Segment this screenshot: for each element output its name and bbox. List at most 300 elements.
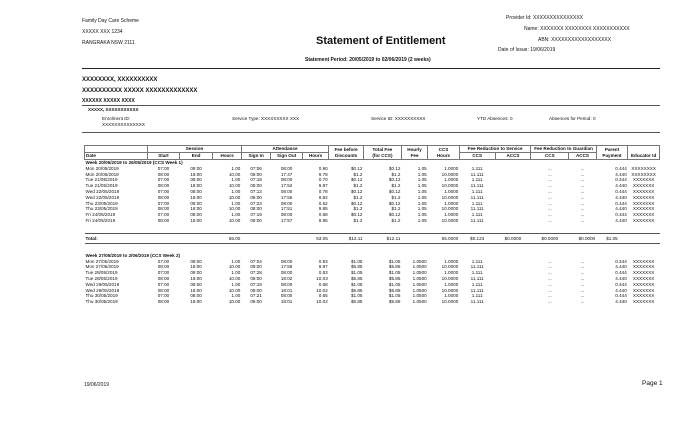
table-cell: 07:00 [157, 188, 170, 194]
table-cell: XXXXXXX [632, 275, 655, 281]
table-cell: 1.0000 [444, 188, 459, 194]
table-cell: 1.0500 [412, 270, 427, 276]
table-cell: 07:23 [250, 200, 262, 206]
footer-date: 19/06/2019 [84, 382, 110, 388]
table-cell: $0.12 [350, 188, 363, 194]
header-attendance: Attendance [241, 146, 328, 153]
table-cell: 18:00 [190, 287, 202, 293]
table-cell: 08:00 [157, 171, 170, 177]
table-cell: ... [547, 275, 552, 281]
table-cell: 17:58 [280, 264, 293, 270]
table-cell: 08:00 [280, 258, 293, 264]
total-cell: 55.0000 [428, 233, 460, 243]
table-cell: XXXXXXX [632, 293, 655, 299]
table-cell: 18:00 [190, 264, 202, 270]
table-cell: 1.0000 [444, 177, 459, 183]
table-cell: ... [580, 200, 585, 206]
table-cell: 08:00 [190, 188, 202, 194]
table-cell: $0.12 [388, 188, 401, 194]
spacer-row [85, 243, 660, 253]
table-cell: 0.444 [615, 212, 627, 218]
total-cell: $0.0000 [495, 233, 531, 243]
header-ccs-hours [428, 146, 460, 160]
table-cell: Wed 22/05/2019 [85, 188, 120, 194]
table-cell: 1.05 [417, 165, 427, 171]
total-empty-cell [241, 233, 270, 243]
table-cell: 18:01 [280, 299, 293, 305]
table-cell: 4.440 [615, 217, 627, 223]
table-cell: $5.85 [350, 287, 363, 293]
table-cell: 0.78 [318, 188, 328, 194]
table-cell: ... [580, 183, 585, 189]
table-cell: 1.00 [231, 212, 241, 218]
table-cell: 1.00 [231, 200, 241, 206]
header-total-fee-l1: Total Fee [372, 146, 393, 152]
table-cell: 08:00 [190, 212, 202, 218]
header-guardian-ccs: CCS [531, 153, 569, 160]
table-cell: 08:00 [190, 177, 202, 183]
table-cell: $0.12 [388, 200, 401, 206]
header-fee-before-l1: Fee before [334, 146, 358, 152]
table-cell: 07:13 [250, 188, 262, 194]
provider-name-label: Name: [524, 26, 539, 32]
table-cell: $5.85 [388, 287, 401, 293]
spacer-cell [85, 243, 660, 253]
table-cell: 4.440 [615, 183, 627, 189]
table-cell: Thu 30/05/2019 [85, 293, 118, 299]
table-cell: ... [547, 270, 552, 276]
table-cell: XXXXXXX [632, 270, 655, 276]
table-cell: 9.87 [318, 183, 328, 189]
table-cell: 07:06 [250, 165, 262, 171]
table-cell: 17:51 [280, 206, 293, 212]
table-cell: 07:28 [250, 270, 262, 276]
table-cell: 08:00 [250, 275, 262, 281]
table-cell: 1.0000 [444, 293, 459, 299]
table-cell: 08:00 [250, 299, 262, 305]
table-cell: 08:00 [190, 281, 202, 287]
table-cell: 08:00 [250, 171, 262, 177]
table-cell: 1.0500 [412, 264, 427, 270]
table-cell: $5.85 [350, 299, 363, 305]
table-cell: 1.05 [417, 171, 427, 177]
table-cell: 0.444 [615, 258, 627, 264]
header-end: End [179, 153, 213, 160]
table-cell: Wed 22/05/2019 [85, 194, 120, 200]
header-parent-l1: Parent [604, 146, 620, 152]
table-cell: 4.440 [615, 171, 627, 177]
table-cell: $1.2 [353, 183, 363, 189]
table-cell: 1.0000 [444, 270, 459, 276]
table-cell: 08:00 [157, 287, 170, 293]
table-cell: ... [547, 217, 552, 223]
table-cell: 10.00 [228, 171, 241, 177]
ytd-absences-label: YTD Absences: [477, 116, 509, 121]
table-cell: 1.111 [471, 270, 483, 276]
table-cell: 07:18 [250, 177, 262, 183]
table-cell: Thu 30/05/2019 [85, 299, 118, 305]
statement-period-to: 02/06/2019 [381, 57, 407, 63]
table-cell: ... [580, 177, 585, 183]
table-cell: 17:57 [280, 217, 293, 223]
table-cell: ... [547, 287, 552, 293]
entitlement-table-body [85, 160, 660, 305]
header-ccs-hours-l1: CCS [438, 146, 449, 152]
table-cell: ... [580, 264, 585, 270]
statement-title: Statement of Entitlement [316, 35, 446, 47]
table-cell: 1.05 [417, 183, 427, 189]
table-cell: 1.111 [471, 293, 483, 299]
table-cell: 1.0000 [444, 212, 459, 218]
table-cell: 07:21 [250, 293, 262, 299]
table-cell: ... [547, 293, 552, 299]
table-cell: ... [580, 299, 585, 305]
table-cell: 0.444 [615, 281, 627, 287]
table-cell: ... [580, 217, 585, 223]
entitlement-table [84, 145, 660, 305]
table-cell: 1.0500 [412, 299, 427, 305]
table-cell: Tue 21/05/2019 [85, 183, 118, 189]
table-cell: 0.444 [615, 270, 627, 276]
table-cell: 1.0500 [412, 281, 427, 287]
table-cell: 08:00 [280, 177, 293, 183]
table-cell: 10.02 [316, 287, 328, 293]
table-cell: 1.111 [471, 258, 483, 264]
table-cell: 07:00 [157, 270, 170, 276]
table-cell: 1.0000 [444, 258, 459, 264]
table-cell: 17:52 [280, 183, 293, 189]
table-cell: 08:00 [280, 270, 293, 276]
table-cell: 1.00 [231, 293, 241, 299]
table-cell: XXXXXXX [632, 194, 655, 200]
table-cell: ... [547, 194, 552, 200]
table-cell: ... [580, 270, 585, 276]
header-parent-payment [596, 146, 628, 160]
table-cell: 1.05 [417, 212, 427, 218]
table-cell: 0.68 [318, 281, 328, 287]
table-cell: ... [580, 258, 585, 264]
table-cell: 08:00 [250, 287, 262, 293]
provider-name-value: XXXXXXX XXXXXXXX XXXXXXXXXXX [540, 26, 630, 32]
table-cell: $0.12 [350, 212, 363, 218]
table-cell: 08:00 [280, 212, 293, 218]
table-cell: ... [547, 200, 552, 206]
table-cell: ... [547, 206, 552, 212]
table-cell: 0.65 [318, 293, 328, 299]
table-cell: $1.2 [353, 206, 363, 212]
table-cell: 10.00 [228, 206, 241, 212]
table-cell: 1.0000 [444, 281, 459, 287]
table-cell: ... [547, 165, 552, 171]
table-cell: 1.05 [417, 200, 427, 206]
total-cell: $12.11 [329, 233, 364, 243]
total-empty-cell [148, 233, 180, 243]
service-type-label: Service Type: [232, 116, 260, 121]
table-cell: 08:00 [157, 183, 170, 189]
table-cell: 08:00 [250, 264, 262, 270]
table-cell: $5.85 [350, 275, 363, 281]
table-cell: 18:00 [190, 194, 202, 200]
table-cell: 10.03 [316, 275, 328, 281]
table-cell: ... [580, 281, 585, 287]
table-cell: ... [580, 194, 585, 200]
provider-id [506, 15, 583, 21]
table-cell: 0.62 [318, 200, 328, 206]
table-cell: 0.90 [318, 165, 328, 171]
provider-address-line2: RANGRAKA NSW 2111 [82, 40, 135, 46]
total-cell: $12.11 [363, 233, 401, 243]
table-cell: $1.2 [391, 206, 401, 212]
table-cell: 11.111 [470, 183, 484, 189]
table-cell: 10.00 [228, 275, 241, 281]
table-cell: $5.85 [388, 299, 401, 305]
table-cell: 1.00 [231, 270, 241, 276]
table-cell: 0.68 [318, 212, 328, 218]
table-cell: 17:47 [280, 171, 293, 177]
table-cell: 1.05 [417, 194, 427, 200]
table-cell: ... [547, 281, 552, 287]
table-cell: ... [580, 212, 585, 218]
table-cell: $1.2 [353, 194, 363, 200]
table-cell: 07:19 [250, 212, 262, 218]
total-cell: $1.05 [596, 233, 628, 243]
recipient-line1: XXXXXXXX, XXXXXXXXXX [82, 77, 158, 83]
table-cell: 08:00 [190, 258, 202, 264]
table-cell: 1.00 [231, 165, 241, 171]
table-cell: 0.444 [615, 177, 627, 183]
table-cell: 10.00 [228, 217, 241, 223]
provider-name: Family Day Care Scheme [82, 18, 139, 24]
table-cell: Wed 29/05/2019 [85, 287, 120, 293]
total-empty-cell [179, 233, 213, 243]
table-cell: 10.0000 [441, 194, 459, 200]
table-cell: 08:00 [250, 183, 262, 189]
table-cell: 10.00 [228, 183, 241, 189]
statement-period [305, 57, 431, 63]
header-att-hours: Hours [302, 153, 328, 160]
week-label: Week 27/05/2019 to 2/06/2019 (CCS Week 2) [85, 252, 181, 258]
table-cell: ... [547, 188, 552, 194]
table-cell: ... [547, 171, 552, 177]
table-cell: XXXXXXX [632, 188, 655, 194]
table-cell: 10.00 [228, 287, 241, 293]
table-cell: 10.0000 [441, 217, 459, 223]
table-cell: 08:00 [157, 264, 170, 270]
table-cell: 07:19 [250, 281, 262, 287]
table-cell: $1.05 [350, 258, 363, 264]
table-cell: 11.111 [470, 275, 484, 281]
table-cell: $0.12 [388, 165, 401, 171]
table-cell: 0.70 [318, 177, 328, 183]
table-cell: 0.93 [318, 258, 328, 264]
header-hourly-l2: Fee [410, 152, 419, 158]
table-cell: Tue 28/05/2019 [85, 275, 118, 281]
table-cell: 07:00 [157, 200, 170, 206]
table-cell: 1.00 [231, 258, 241, 264]
header-educator-id: Educator Id [628, 146, 660, 160]
table-cell: 08:00 [250, 206, 262, 212]
table-cell: 1.0500 [412, 287, 427, 293]
service-id [371, 116, 425, 122]
provider-address-line1: XXXXX XXX 1234 [82, 29, 123, 35]
table-cell: 9.95 [318, 217, 328, 223]
table-cell: $1.05 [350, 293, 363, 299]
header-date: Date [85, 153, 148, 160]
table-cell: XXXXXXX [632, 217, 655, 223]
spacer-row [85, 224, 660, 234]
header-fee-before-l2: Discounts [335, 152, 358, 158]
table-cell: $1.05 [350, 281, 363, 287]
table-cell: 10.0000 [441, 206, 459, 212]
provider-abn [538, 37, 611, 43]
table-cell: 10.0000 [441, 183, 459, 189]
table-cell: 18:00 [190, 206, 202, 212]
table-cell: 08:00 [280, 281, 293, 287]
table-cell: $1.05 [388, 270, 401, 276]
table-cell: $1.2 [391, 217, 401, 223]
table-cell: ... [580, 188, 585, 194]
table-cell: XXXXXXX [632, 299, 655, 305]
table-cell: 18:00 [190, 299, 202, 305]
table-cell: 18:01 [280, 287, 293, 293]
table-cell [495, 299, 531, 305]
table-cell: 18:02 [280, 275, 293, 281]
date-of-issue-value: 19/06/2019 [530, 47, 556, 53]
total-row [85, 233, 660, 243]
table-cell: 08:00 [190, 270, 202, 276]
table-group-header-row [85, 146, 660, 153]
table-cell: 1.00 [231, 188, 241, 194]
table-cell: $1.2 [391, 183, 401, 189]
header-total-fee [363, 146, 401, 160]
statement-period-to-word: to [375, 57, 381, 63]
table-cell: 10.00 [228, 264, 241, 270]
table-cell: 1.05 [417, 177, 427, 183]
total-cell: Total: [85, 233, 148, 243]
table-cell: 10.0000 [441, 299, 459, 305]
table-cell: 18:00 [190, 275, 202, 281]
table-cell: ... [547, 299, 552, 305]
table-cell: $1.05 [388, 281, 401, 287]
total-cell: 55.00 [213, 233, 241, 243]
table-cell: XXXXXXX [632, 287, 655, 293]
header-sign-out: Sign Out [271, 153, 303, 160]
table-cell: 0.444 [615, 293, 627, 299]
table-cell: ... [547, 183, 552, 189]
table-cell: ... [547, 212, 552, 218]
week-label: Week 20/05/2019 to 26/05/2019 (CCS Week 1) [85, 160, 183, 165]
table-cell: Tue 21/05/2019 [85, 177, 118, 183]
table-cell: ... [547, 177, 552, 183]
table-cell: 08:00 [280, 200, 293, 206]
table-cell: 08:00 [157, 275, 170, 281]
table-cell: 10.0000 [441, 171, 459, 177]
table-cell: 1.111 [471, 200, 483, 206]
table-cell: 10.00 [228, 299, 241, 305]
statement-period-from: 20/05/2019 [349, 57, 375, 63]
table-cell: ... [580, 293, 585, 299]
date-of-issue-label: Date of Issue: [498, 47, 529, 53]
header-hourly-l1: Hourly [407, 146, 422, 152]
table-cell: 1.0500 [412, 293, 427, 299]
table-cell: $1.05 [388, 293, 401, 299]
service-type-value: XXXXXXXXX XXX [261, 116, 300, 121]
table-cell: $5.85 [388, 264, 401, 270]
table-cell: Thu 23/05/2019 [85, 206, 118, 212]
enrolment-id-value: XXXXXXXXXXXXXX [102, 122, 145, 127]
table-cell: 0.444 [615, 165, 627, 171]
table-cell: 08:00 [157, 194, 170, 200]
provider-name-field [524, 26, 630, 32]
table-cell: 10.02 [316, 299, 328, 305]
total-cell: $0.0000 [569, 233, 596, 243]
table-cell: $0.12 [350, 200, 363, 206]
date-of-issue [498, 47, 555, 53]
table-row [85, 299, 660, 305]
table-cell: 07:04 [250, 258, 262, 264]
table-cell: 4.440 [615, 206, 627, 212]
table-cell: ... [580, 287, 585, 293]
table-cell: ... [580, 165, 585, 171]
header-ccs-hours-l2: Hours [436, 152, 451, 158]
table-cell: 08:00 [190, 165, 202, 171]
total-cell: $0.0000 [531, 233, 569, 243]
table-cell: 08:00 [157, 299, 170, 305]
total-cell: $0.123 [459, 233, 495, 243]
period-absences-label: Absences for Period: [549, 116, 592, 121]
header-total-fee-l2: (for CCS) [372, 152, 393, 158]
table-cell: 11.111 [470, 206, 484, 212]
table-cell: 07:00 [157, 177, 170, 183]
table-cell: 9.78 [318, 171, 328, 177]
table-cell: 11.111 [470, 194, 484, 200]
table-cell: 1.111 [471, 177, 483, 183]
table-cell: 10.00 [228, 194, 241, 200]
service-id-label: Service ID: [371, 116, 394, 121]
header-session: Session [148, 146, 242, 153]
table-cell: 11.111 [470, 171, 484, 177]
table-cell: 18:00 [190, 217, 202, 223]
table-cell: 4.440 [615, 194, 627, 200]
table-cell: 1.111 [471, 281, 483, 287]
ytd-absences [477, 116, 513, 122]
total-empty-cell [271, 233, 303, 243]
table-cell: 4.440 [615, 287, 627, 293]
table-cell: 1.00 [231, 281, 241, 287]
table-cell: 4.440 [615, 299, 627, 305]
table-cell: 1.05 [417, 188, 427, 194]
table-cell: XXXXXXX [632, 212, 655, 218]
statement-period-weeks: (2 weeks) [408, 57, 431, 63]
table-cell: 4.440 [615, 264, 627, 270]
table-cell: ... [580, 206, 585, 212]
table-cell: XXXXXXX [632, 206, 655, 212]
header-start: Start [148, 153, 180, 160]
table-cell: 08:00 [250, 194, 262, 200]
table-cell: 0.53 [318, 270, 328, 276]
table-cell: 08:00 [250, 217, 262, 223]
table-cell: Fri 24/05/2019 [85, 212, 116, 218]
table-cell: 1.111 [471, 212, 483, 218]
table-cell: Mon 27/05/2019 [85, 264, 119, 270]
page-number: Page 1 [642, 380, 663, 387]
header-service-ccs: CCS [459, 153, 495, 160]
table-cell: Mon 20/05/2019 [85, 165, 119, 171]
table-cell: 1.05 [417, 206, 427, 212]
table-cell: $1.2 [353, 217, 363, 223]
header-reduction-service: Fee Reduction to Service [459, 146, 531, 153]
table-cell: $1.2 [391, 171, 401, 177]
